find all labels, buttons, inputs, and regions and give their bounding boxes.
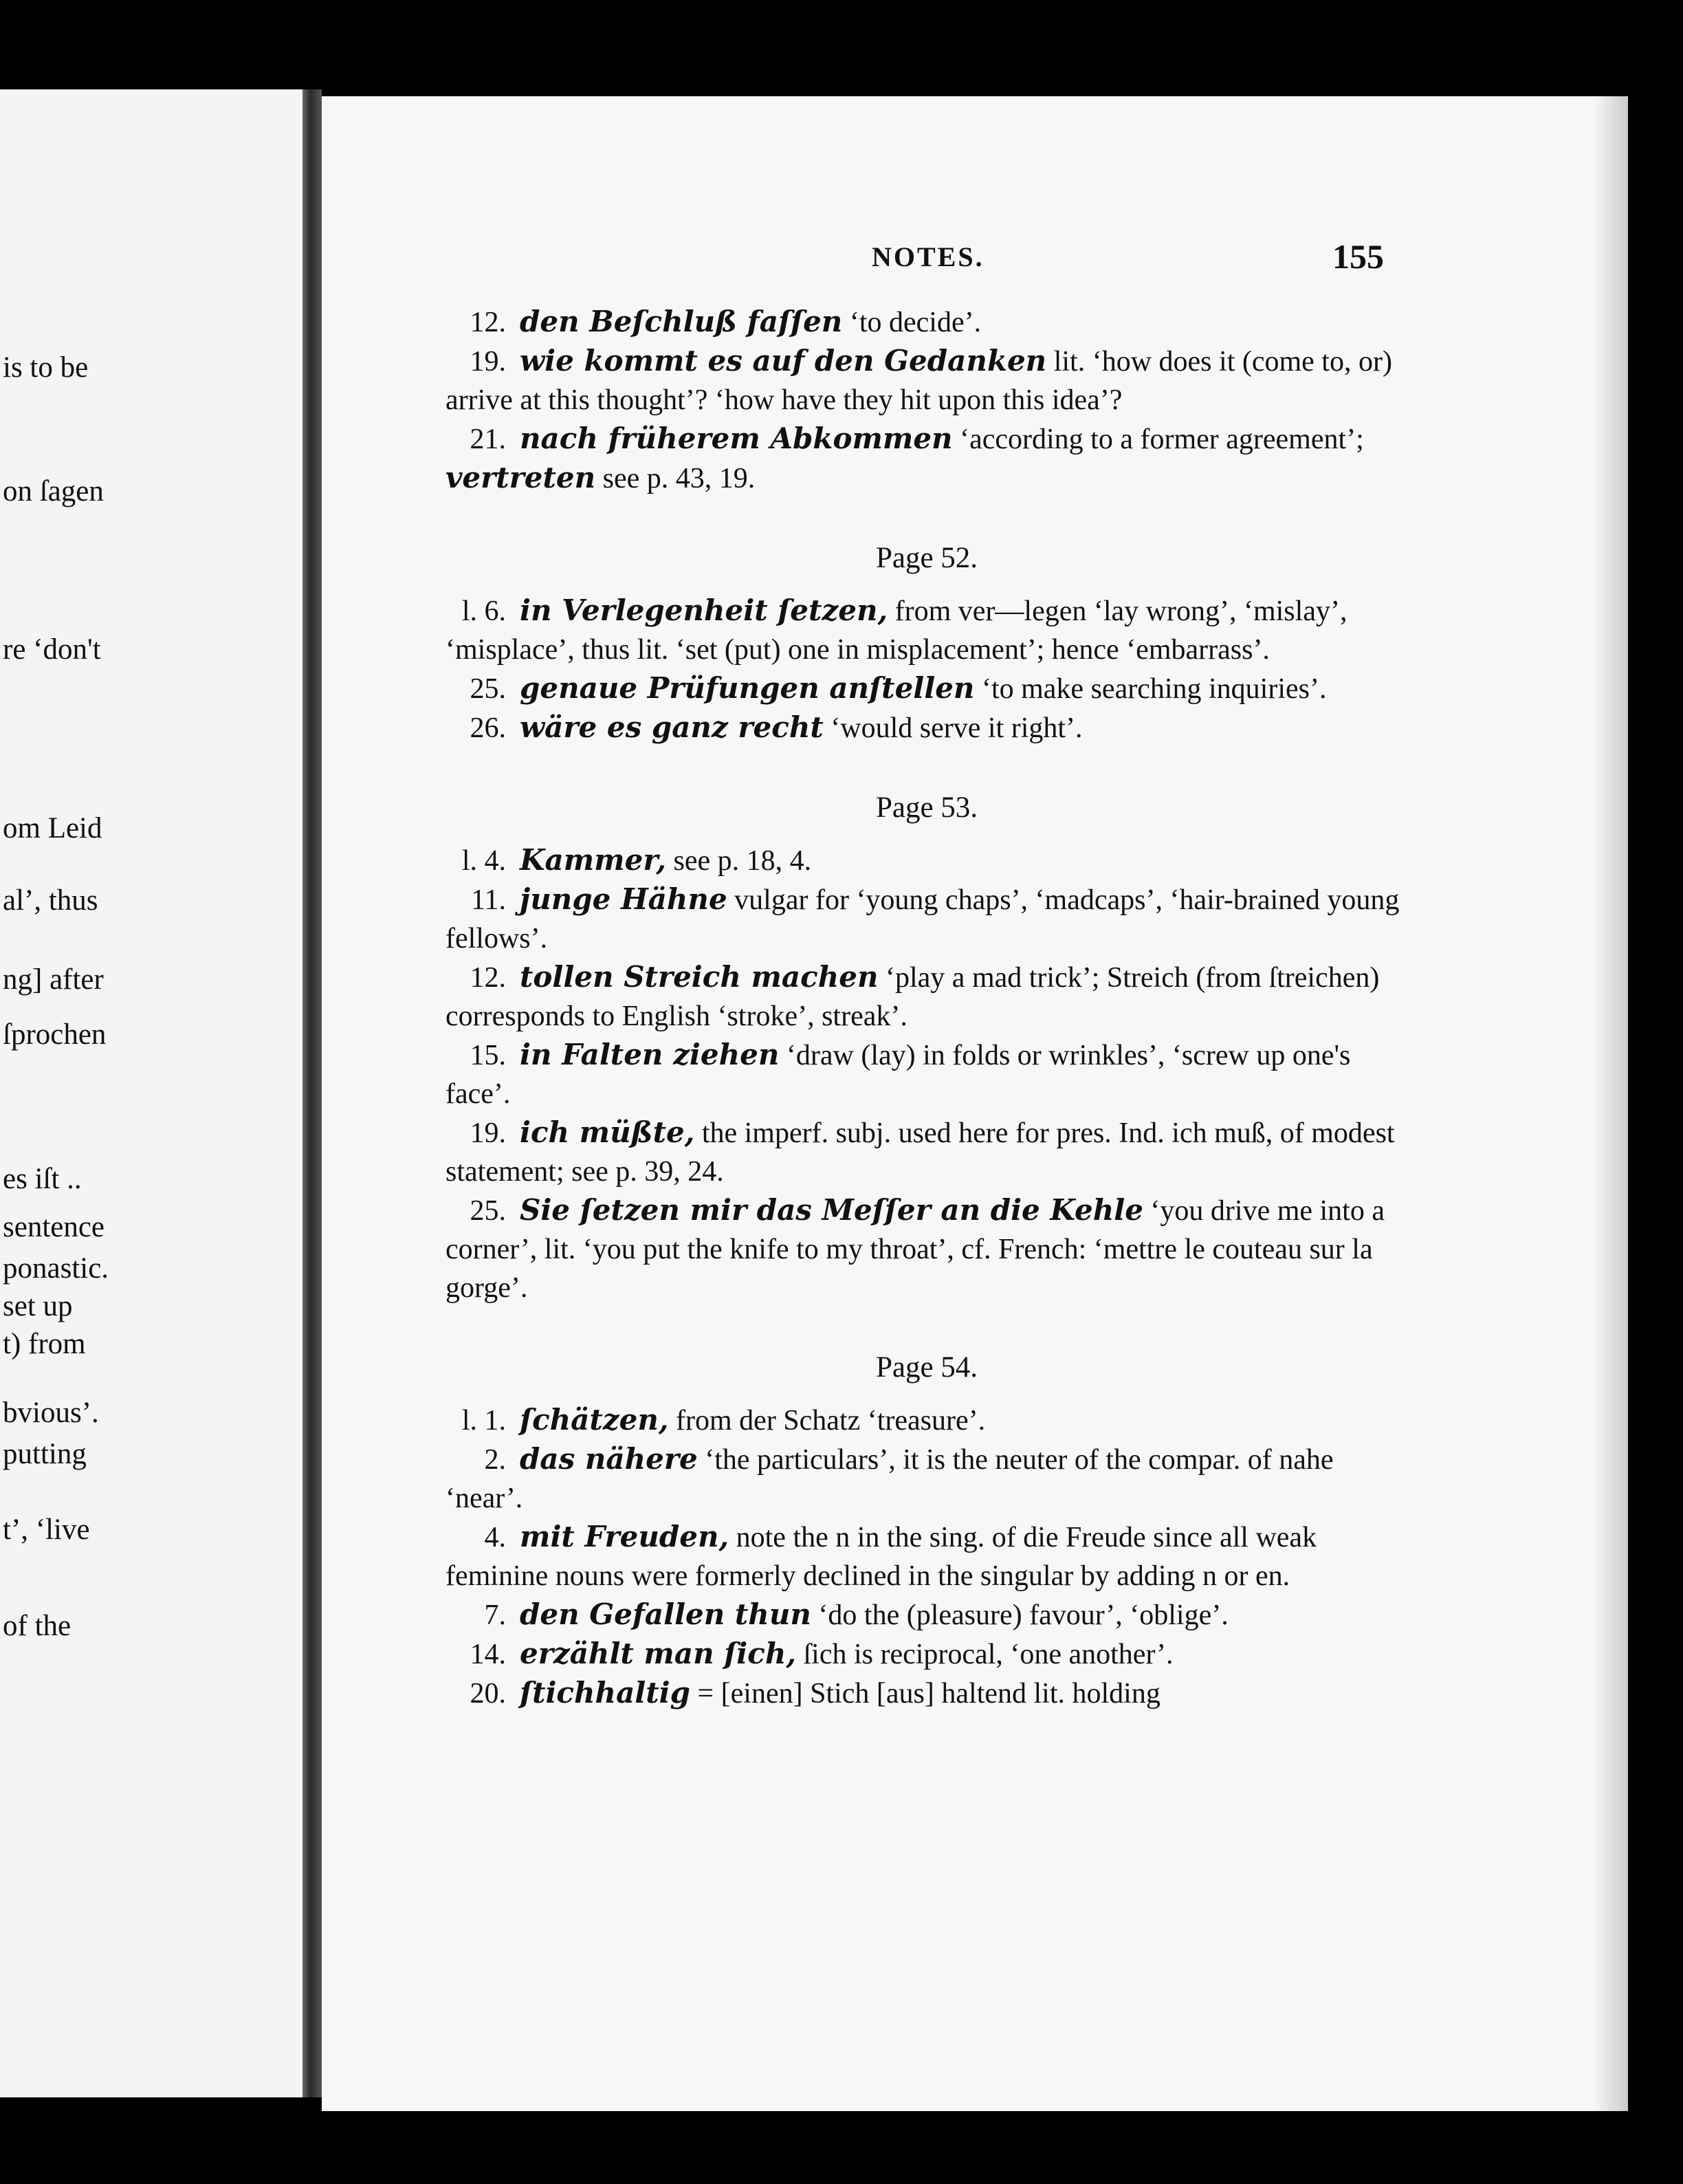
note-entry bbox=[446, 1635, 1408, 1674]
gloss-text: ſich is reciprocal, ‘one another’. bbox=[796, 1639, 1174, 1670]
german-phrase: wie kommt es auf den Gedanken bbox=[520, 344, 1047, 378]
gloss-text: ‘draw (lay) in folds or wrinkles’, ‘screw up one's face’. bbox=[446, 1040, 1351, 1110]
line-number: 21. bbox=[470, 424, 506, 455]
german-phrase: in Falten ziehen bbox=[520, 1038, 780, 1071]
note-entry bbox=[446, 708, 1408, 747]
line-number: 7. bbox=[484, 1599, 506, 1631]
gloss-text: ‘play a mad trick’; Streich (from ſtreichen) corresponds to English ‘stroke’, streak’. bbox=[446, 962, 1380, 1032]
note-entry bbox=[446, 841, 1408, 880]
line-number: 12. bbox=[470, 307, 506, 338]
left-page-fragment: is to be bbox=[3, 351, 89, 384]
left-page-fragment: re ‘don't bbox=[3, 633, 101, 666]
left-page-fragment: putting bbox=[3, 1438, 87, 1470]
german-phrase: ich müßte, bbox=[520, 1115, 695, 1149]
gloss-text: ‘would serve it right’. bbox=[823, 712, 1083, 744]
german-phrase: genaue Prüfungen anſtellen bbox=[520, 671, 975, 705]
left-page-fragment: ng] after bbox=[3, 963, 104, 996]
left-page-fragment: sentence bbox=[3, 1211, 105, 1243]
line-number: 11. bbox=[471, 884, 506, 916]
german-phrase: das nähere bbox=[520, 1442, 698, 1476]
note-entry bbox=[446, 1113, 1408, 1191]
line-number: 4. bbox=[484, 1522, 506, 1553]
note-entry bbox=[446, 669, 1408, 708]
book-spine bbox=[302, 89, 322, 2097]
note-entry bbox=[446, 1191, 1408, 1307]
line-number: 19. bbox=[470, 1117, 506, 1149]
gloss-text: ‘you drive me into a corner’, lit. ‘you put the knife to my throat’, cf. French: ‘mettre le couteau sur la gorge’. bbox=[446, 1195, 1385, 1304]
line-number: 2. bbox=[484, 1444, 506, 1476]
note-entry bbox=[446, 419, 1408, 498]
line-number: 14. bbox=[470, 1639, 506, 1670]
gloss-text: ‘do the (pleasure) favour’, ‘oblige’. bbox=[811, 1599, 1229, 1631]
note-entry bbox=[446, 1674, 1408, 1713]
left-page-fragment: ponastic. bbox=[3, 1252, 109, 1285]
line-number: 20. bbox=[470, 1678, 506, 1710]
note-entry bbox=[446, 1440, 1408, 1518]
note-entry bbox=[446, 342, 1408, 419]
gloss-text: vulgar for ‘young chaps’, ‘madcaps’, ‘hair-brained young fellows’. bbox=[446, 884, 1400, 954]
line-number: 26. bbox=[470, 712, 506, 744]
gloss-text: note the n in the sing. of die Freude since all weak feminine nouns were formerly declined in the singular by adding n or en. bbox=[446, 1522, 1317, 1592]
note-entry bbox=[446, 303, 1408, 342]
page-header bbox=[322, 237, 1628, 282]
german-phrase: Kammer, bbox=[520, 843, 667, 877]
gloss-text: ‘according to a former agreement’; bbox=[952, 424, 1364, 455]
left-page-fragment: bvious’. bbox=[3, 1397, 99, 1429]
left-page-fragment: of the bbox=[3, 1610, 72, 1642]
section-heading: Page 52. bbox=[875, 542, 978, 574]
line-number: 25. bbox=[470, 1195, 506, 1227]
page-edge-shadow bbox=[1594, 96, 1628, 2111]
german-phrase: Sie ſetzen mir das Meſſer an die Kehle bbox=[520, 1193, 1143, 1227]
line-number: 12. bbox=[470, 962, 506, 994]
german-phrase: nach früherem Abkommen bbox=[520, 422, 953, 455]
notes-body bbox=[446, 303, 1408, 1713]
german-phrase: ſchätzen, bbox=[520, 1403, 669, 1437]
german-phrase: ſtichhaltig bbox=[520, 1676, 690, 1710]
note-entry bbox=[446, 958, 1408, 1036]
section-heading: Page 54. bbox=[875, 1351, 978, 1384]
page-number: 155 bbox=[1332, 237, 1384, 276]
german-phrase: vertreten bbox=[446, 461, 596, 494]
line-number: l. 6. bbox=[461, 596, 506, 627]
german-phrase: tollen Streich machen bbox=[520, 960, 879, 994]
left-page-edge bbox=[0, 89, 305, 2097]
line-number: 19. bbox=[470, 346, 506, 378]
line-number: 15. bbox=[470, 1040, 506, 1071]
left-page-fragment: on ſagen bbox=[3, 475, 104, 507]
german-phrase: in Verlegenheit ſetzen, bbox=[520, 593, 888, 627]
running-title: NOTES. bbox=[872, 241, 984, 272]
note-entry bbox=[446, 591, 1408, 669]
left-page-fragment: t’, ‘live bbox=[3, 1514, 90, 1546]
note-entry bbox=[446, 1595, 1408, 1635]
gloss-text: ‘to make searching inquiries’. bbox=[974, 673, 1327, 705]
note-entry bbox=[446, 1518, 1408, 1595]
gloss-text: ‘to decide’. bbox=[842, 307, 982, 338]
left-page-fragment: es iſt .. bbox=[3, 1163, 82, 1195]
german-phrase: den Gefallen thun bbox=[520, 1597, 811, 1631]
german-phrase: wäre es ganz recht bbox=[520, 710, 824, 744]
german-phrase: erzählt man ſich, bbox=[520, 1637, 796, 1670]
line-number: 25. bbox=[470, 673, 506, 705]
german-phrase: junge Hähne bbox=[520, 882, 727, 916]
gloss-text: lit. ‘how does it (come to, or) arrive at this thought’? ‘how have they hit upon this idea’? bbox=[446, 346, 1392, 416]
left-page-fragment: al’, thus bbox=[3, 884, 98, 917]
gloss-text: from ver—legen ‘lay wrong’, ‘mislay’, ‘misplace’, thus lit. ‘set (put) one in misplacement’; hence ‘embarrass’. bbox=[446, 596, 1348, 666]
section-heading: Page 53. bbox=[875, 791, 978, 824]
left-page-fragment: set up bbox=[3, 1290, 73, 1322]
left-page-fragment: t) from bbox=[3, 1328, 86, 1360]
gloss-text: = [einen] Stich [aus] haltend lit. holding bbox=[690, 1678, 1160, 1710]
left-page-fragment: ſprochen bbox=[3, 1018, 107, 1051]
note-entry bbox=[446, 1401, 1408, 1440]
gloss-text: see p. 43, 19. bbox=[595, 463, 756, 494]
gloss-text: the imperf. subj. used here for pres. Ind. ich muß, of modest statement; see p. 39, 24. bbox=[446, 1117, 1395, 1188]
note-entry bbox=[446, 1036, 1408, 1113]
line-number: l. 1. bbox=[461, 1405, 506, 1437]
note-entry bbox=[446, 880, 1408, 958]
left-page-fragment: om Leid bbox=[3, 812, 102, 844]
german-phrase: mit Freuden, bbox=[520, 1520, 729, 1553]
gloss-text: see p. 18, 4. bbox=[666, 845, 812, 877]
gloss-text: from der Schatz ‘treasure’. bbox=[668, 1405, 986, 1437]
line-number: l. 4. bbox=[461, 845, 506, 877]
german-phrase: den Beſchluß faſſen bbox=[520, 305, 843, 338]
right-page bbox=[322, 96, 1628, 2111]
gloss-text: ‘the particulars’, it is the neuter of the compar. of nahe ‘near’. bbox=[446, 1444, 1334, 1514]
